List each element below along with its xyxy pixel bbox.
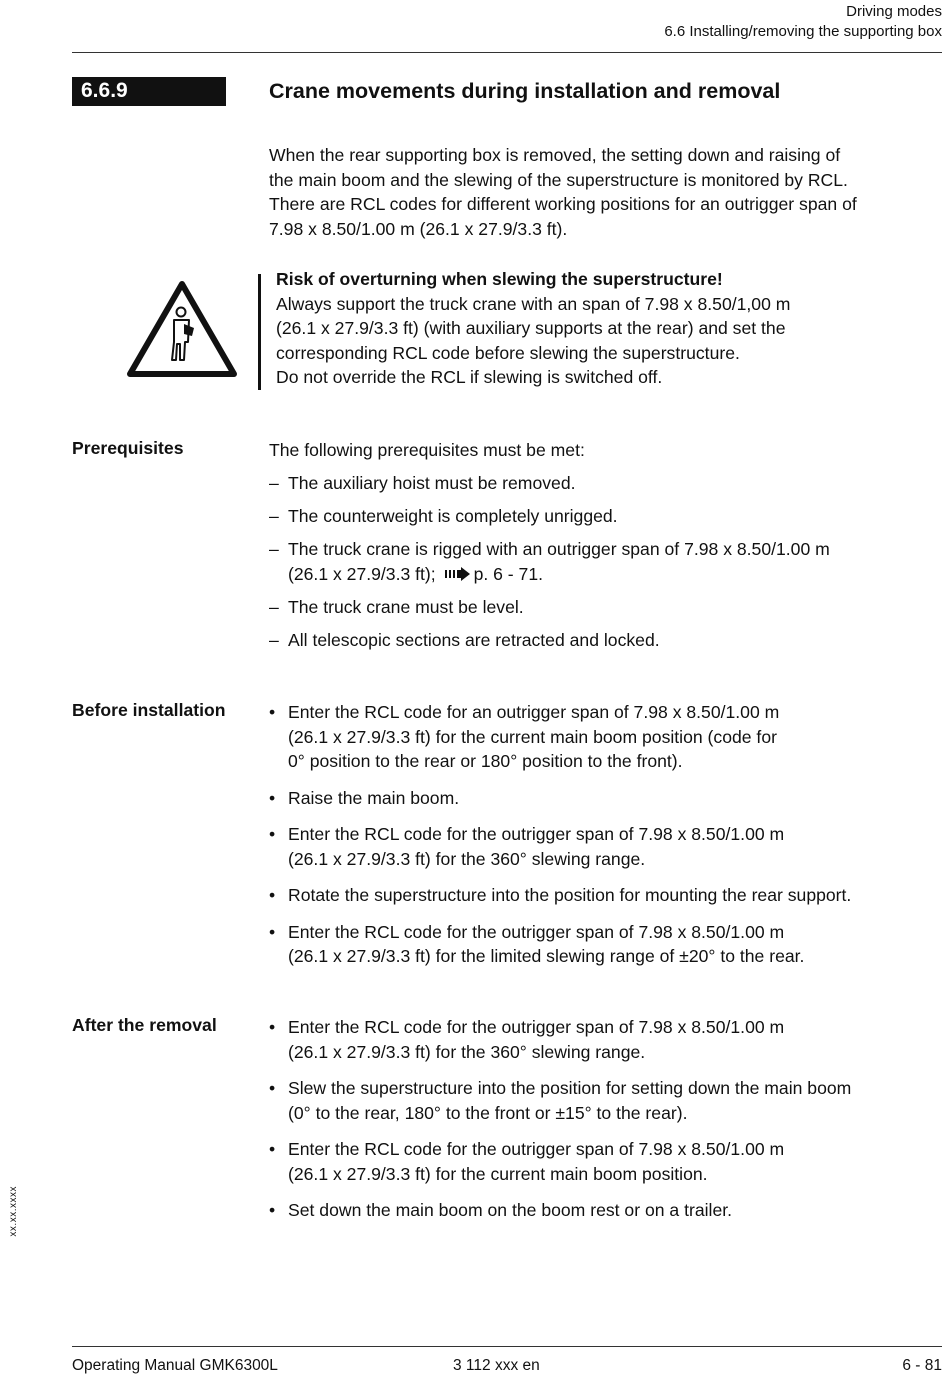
bullet-marker: • (269, 1139, 276, 1159)
header-chapter: Driving modes (846, 3, 942, 20)
section-number: 6.6.9 (81, 79, 128, 102)
page-reference-arrow-icon (445, 567, 471, 581)
bullet-marker: • (269, 787, 276, 808)
dash-marker: – (269, 506, 279, 526)
intro-line: There are RCL codes for different working positions for an outrigger span of (269, 194, 857, 214)
warning-line: Do not override the RCL if slewing is switched off. (276, 367, 663, 387)
intro-line: When the rear supporting box is removed, the setting down and raising of (269, 145, 841, 165)
warning-title: Risk of overturning when slewing the superstructure! (276, 269, 723, 289)
footer-page-number: 6 - 81 (902, 1357, 942, 1374)
prerequisites-label: Prerequisites (72, 438, 184, 458)
footer-rule (72, 1346, 942, 1347)
list-item: – The auxiliary hoist must be removed. (269, 471, 949, 496)
intro-line: 7.98 x 8.50/1.00 m (26.1 x 27.9/3.3 ft). (269, 218, 568, 239)
before-installation-label: Before installation (72, 700, 226, 720)
page-reference[interactable]: p. 6 - 71. (473, 563, 544, 584)
footer-manual: Operating Manual GMK6300L (72, 1357, 278, 1374)
prerequisites-lead: The following prerequisites must be met: (269, 440, 585, 460)
side-date-code: xx.xx.xxxx (8, 1186, 19, 1237)
after-removal-list (269, 1015, 949, 1223)
list-item: • Enter the RCL code for the outrigger span of 7.98 x 8.50/1.00 m (26.1 x 27.9/3.3 ft) for the limited slewing range of ±20° to the rear. (269, 921, 805, 966)
dash-marker: – (269, 596, 279, 617)
bullet-marker: • (269, 1078, 276, 1098)
bullet-marker: • (269, 1200, 276, 1220)
dash-marker: – (269, 629, 279, 650)
intro-line: the main boom and the slewing of the superstructure is monitored by RCL. (269, 169, 848, 190)
bullet-marker: • (269, 921, 276, 942)
bullet-marker: • (269, 824, 276, 844)
dash-marker: – (269, 473, 279, 493)
bullet-marker: • (269, 885, 276, 905)
section-title: Crane movements during installation and removal (269, 79, 781, 103)
dash-marker: – (269, 539, 279, 559)
list-item: • Raise the main boom. (269, 786, 949, 811)
footer-doc-number: 3 112 xxx en (453, 1357, 540, 1374)
list-item: • Enter the RCL code for the outrigger span of 7.98 x 8.50/1.00 m (26.1 x 27.9/3.3 ft) for the 360° slewing range. (269, 824, 785, 869)
warning-line: (26.1 x 27.9/3.3 ft) (with auxiliary supports at the rear) and set the (276, 318, 786, 338)
list-item: • Enter the RCL code for the outrigger span of 7.98 x 8.50/1.00 m (26.1 x 27.9/3.3 ft) for the current main boom position. (269, 1139, 785, 1184)
prerequisites-list (269, 471, 949, 652)
list-item: – All telescopic sections are retracted and locked. (269, 628, 949, 653)
bullet-marker: • (269, 1017, 276, 1037)
list-item: – The truck crane must be level. (269, 595, 949, 620)
intro-paragraph (269, 143, 945, 241)
warning-triangle-person-icon (124, 278, 240, 380)
list-item: • Set down the main boom on the boom rest or on a trailer. (269, 1198, 949, 1223)
header-section: 6.6 Installing/removing the supporting box (664, 23, 942, 40)
warning-text (276, 267, 948, 390)
list-item: • Slew the superstructure into the position for setting down the main boom (0° to the rear, 180° to the front or ±15° to the rear). (269, 1078, 852, 1123)
list-item: • Enter the RCL code for an outrigger span of 7.98 x 8.50/1.00 m (26.1 x 27.9/3.3 ft) for the current main boom position (code for 0° position to the rear or 180° position to the front). (269, 702, 780, 771)
header-rule (72, 52, 942, 53)
warning-line: corresponding RCL code before slewing the superstructure. (276, 342, 740, 363)
bullet-marker: • (269, 702, 276, 722)
list-item: – The counterweight is completely unrigged. (269, 504, 949, 529)
before-installation-list (269, 700, 949, 969)
list-item: • Enter the RCL code for the outrigger span of 7.98 x 8.50/1.00 m (26.1 x 27.9/3.3 ft) for the 360° slewing range. (269, 1017, 785, 1062)
warning-bar (258, 274, 261, 390)
after-removal-label: After the removal (72, 1015, 217, 1035)
warning-line: Always support the truck crane with an span of 7.98 x 8.50/1,00 m (276, 293, 791, 314)
list-item: • Rotate the superstructure into the position for mounting the rear support. (269, 883, 949, 908)
list-item: – The truck crane is rigged with an outrigger span of 7.98 x 8.50/1.00 m (26.1 x 27.9/3.3 ft); p. 6 - 71. (269, 539, 830, 584)
